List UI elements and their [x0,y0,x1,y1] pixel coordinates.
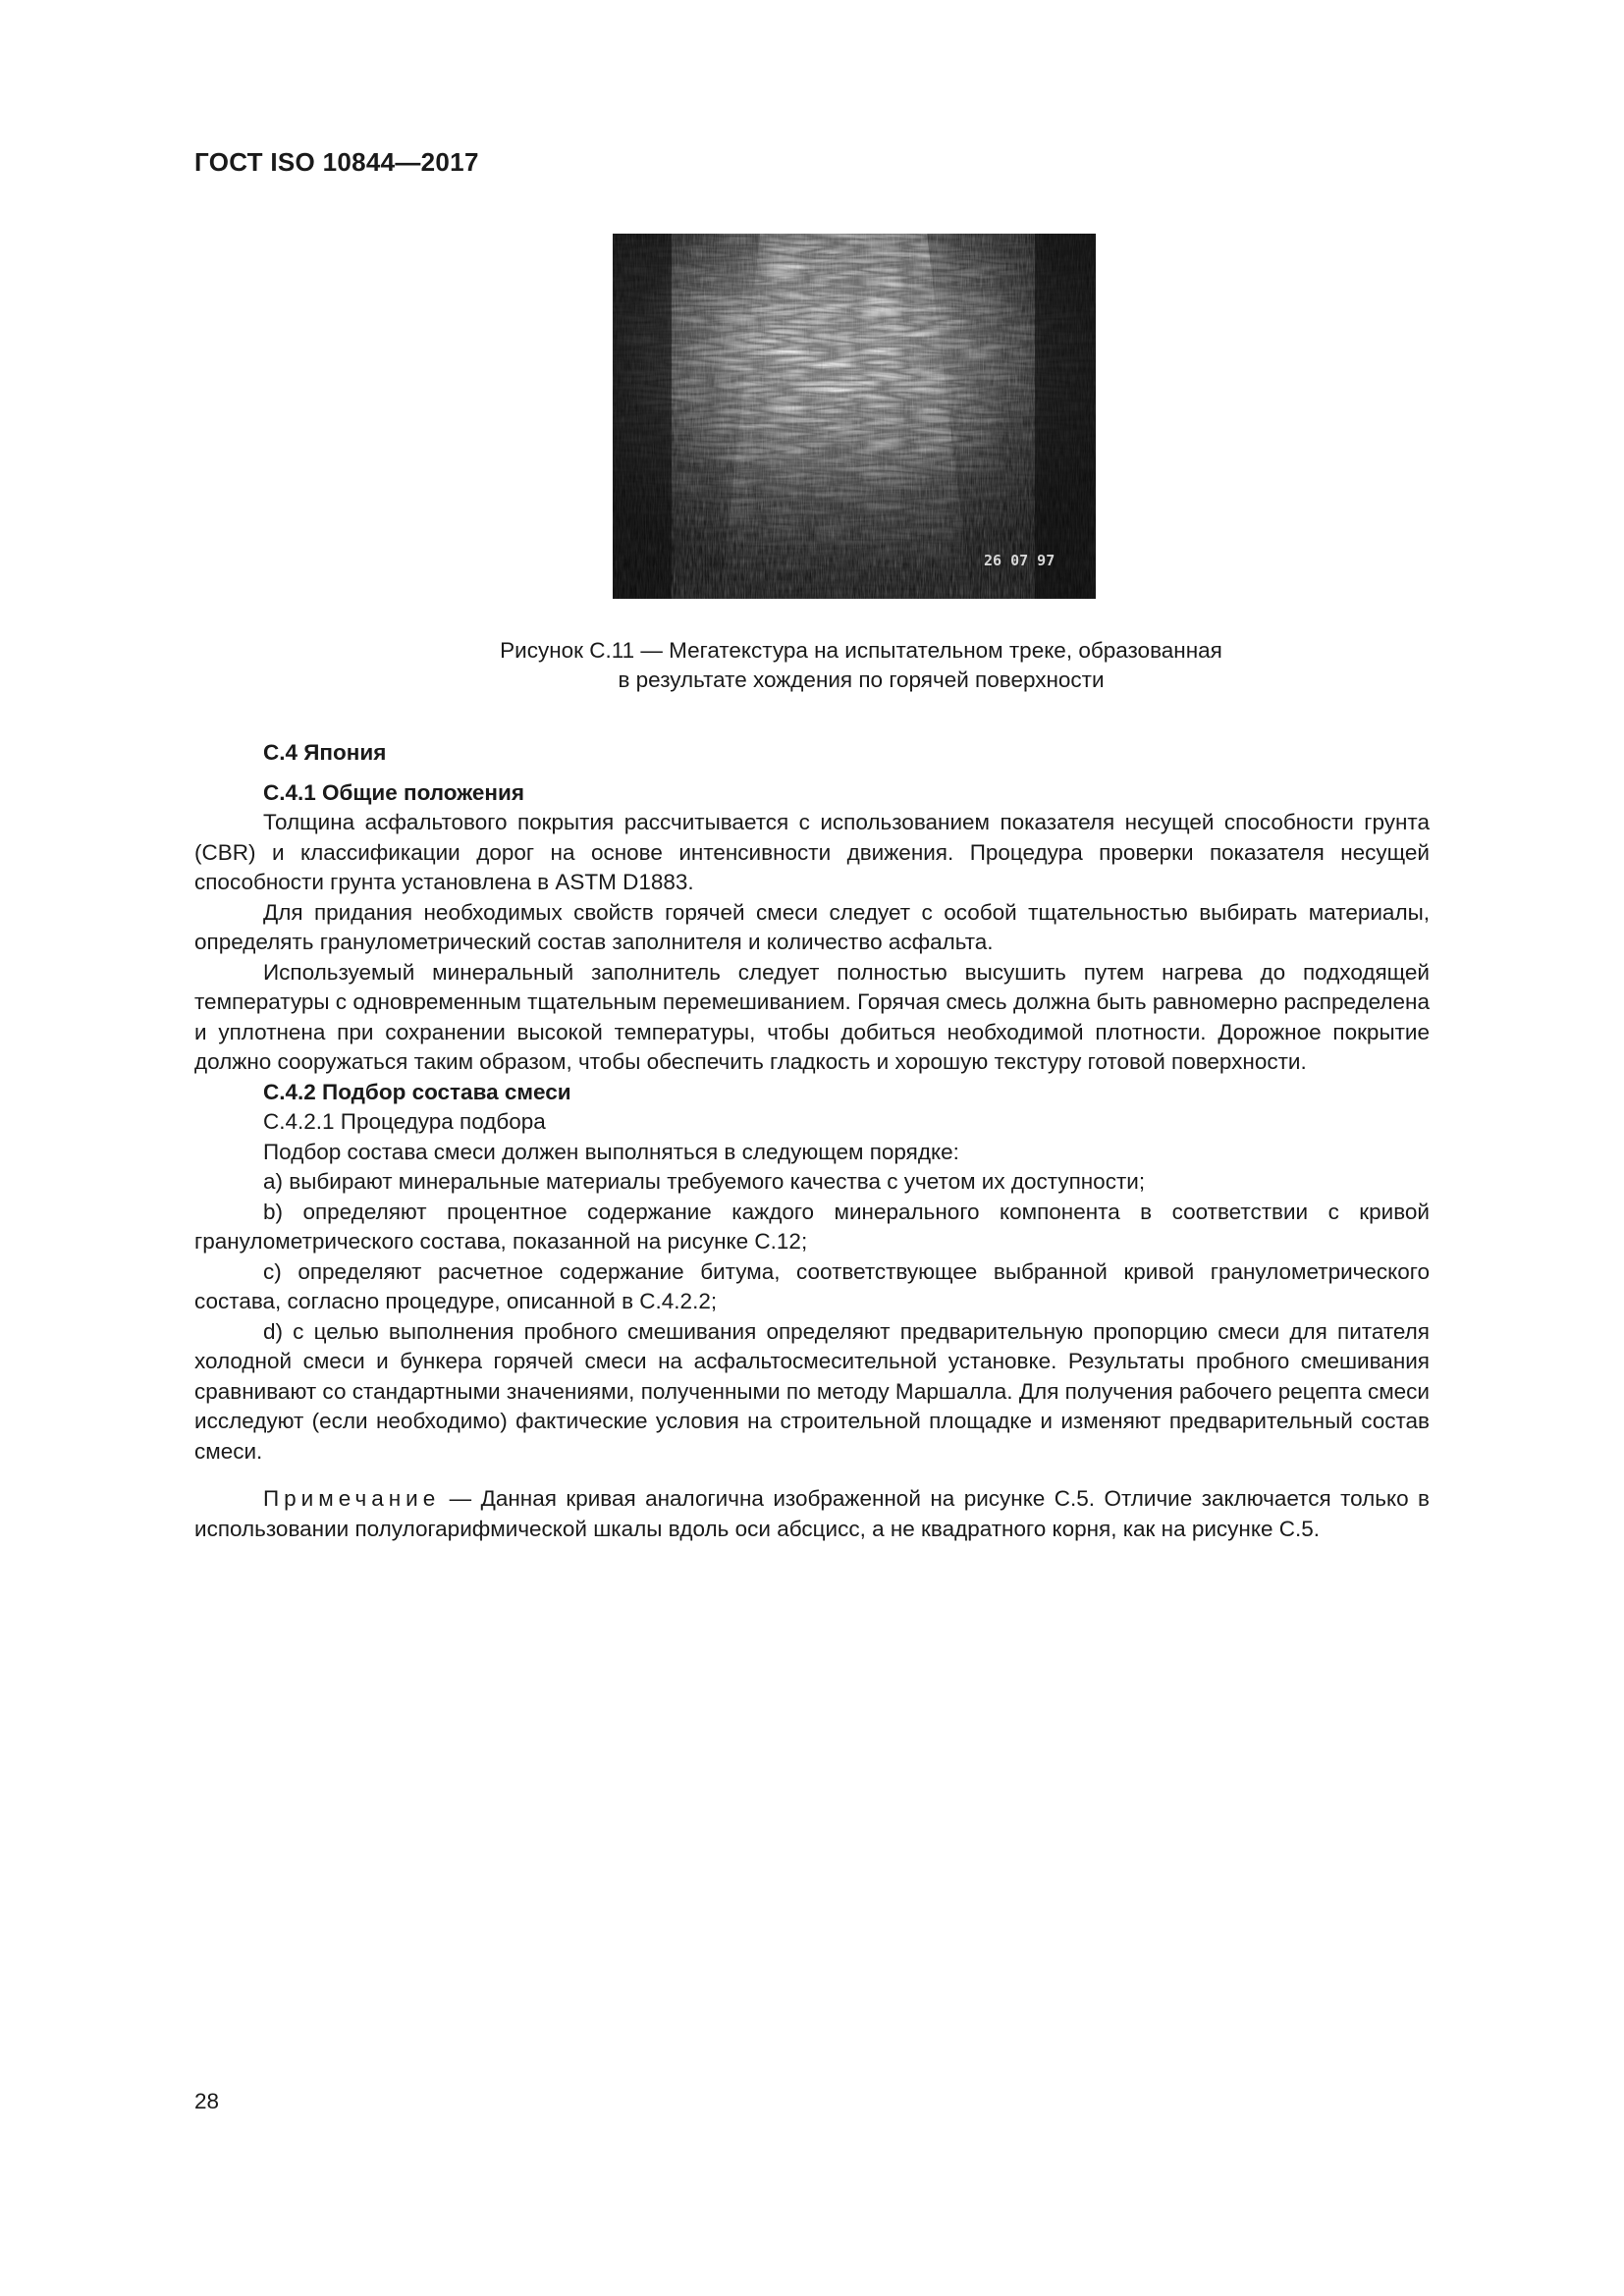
section-heading-c41: С.4.1 Общие положения [263,779,524,805]
figure-photo [613,234,1096,599]
list-item-d: d) с целью выполнения пробного смешивания определяют предварительную пропорцию смеси для питателя холодной смеси и бункера горячей смеси на асфальтосмесительной установке. Результаты пробного смешивания сравнивают со стандартными значениями, полученными по методу Маршалла. Для получения рабочего рецепта смеси исследуют (если необходимо) фактические условия на строительной площадке и изменяют предварительный состав смеси. [194,1318,1430,1464]
caption-line-1: Рисунок С.11 — Мегатекстура на испытательном треке, образованная [500,638,1222,663]
paragraph: Подбор состава смеси должен выполняться в следующем порядке: [263,1139,959,1164]
date-stamp: 26 07 97 [984,552,1056,569]
paragraph: Толщина асфальтового покрытия рассчитывается с использованием показателя несущей способности грунта (CBR) и классификации дорог на основе интенсивности движения. Процедура проверки показателя несущей способности грунта установлена в ASTM D1883. [194,810,1430,894]
paragraph: Используемый минеральный заполнитель следует полностью высушить путем нагрева до подходящей температуры с одновременным тщательным перемешиванием. Горячая смесь должна быть равномерно распределена и уплотнена при сохранении высокой температуры, чтобы добиться необходимой плотности. Дорожное покрытие должно сооружаться таким образом, чтобы обеспечить гладкость и хорошую текстуру готовой поверхности. [194,959,1430,1074]
megatexture-photo [613,234,1096,599]
note-label: Примечание [263,1486,441,1511]
note [194,1484,1430,1544]
standard-header: ГОСТ ISO 10844—2017 [194,147,479,177]
section-heading-c42: С.4.2 Подбор состава смеси [263,1079,571,1104]
list-item-a: a) выбирают минеральные материалы требуемого качества с учетом их доступности; [263,1169,1146,1194]
section-heading-c4: С.4 Япония [263,740,387,765]
note-text: — Данная кривая аналогична изображенной на рисунке С.5. Отличие заключается только в использовании полулогарифмической шкалы вдоль оси абсцисс, а не квадратного корня, как на рисунке С.5. [194,1486,1430,1541]
list-item-b: b) определяют процентное содержание каждого минерального компонента в соответствии с кривой гранулометрического состава, показанной на рисунке С.12; [194,1199,1430,1254]
list-item-c: c) определяют расчетное содержание битума, соответствующее выбранной кривой гранулометрического состава, согласно процедуре, описанной в С.4.2.2; [194,1258,1430,1313]
document-body [194,738,1430,1544]
figure-caption [295,636,1428,695]
section-heading-c421: С.4.2.1 Процедура подбора [263,1109,546,1134]
paragraph: Для придания необходимых свойств горячей смеси следует с особой тщательностью выбирать материалы, определять гранулометрический состав заполнителя и количество асфальта. [194,899,1430,954]
caption-line-2: в результате хождения по горячей поверхности [618,667,1105,692]
page-number: 28 [194,2089,220,2113]
